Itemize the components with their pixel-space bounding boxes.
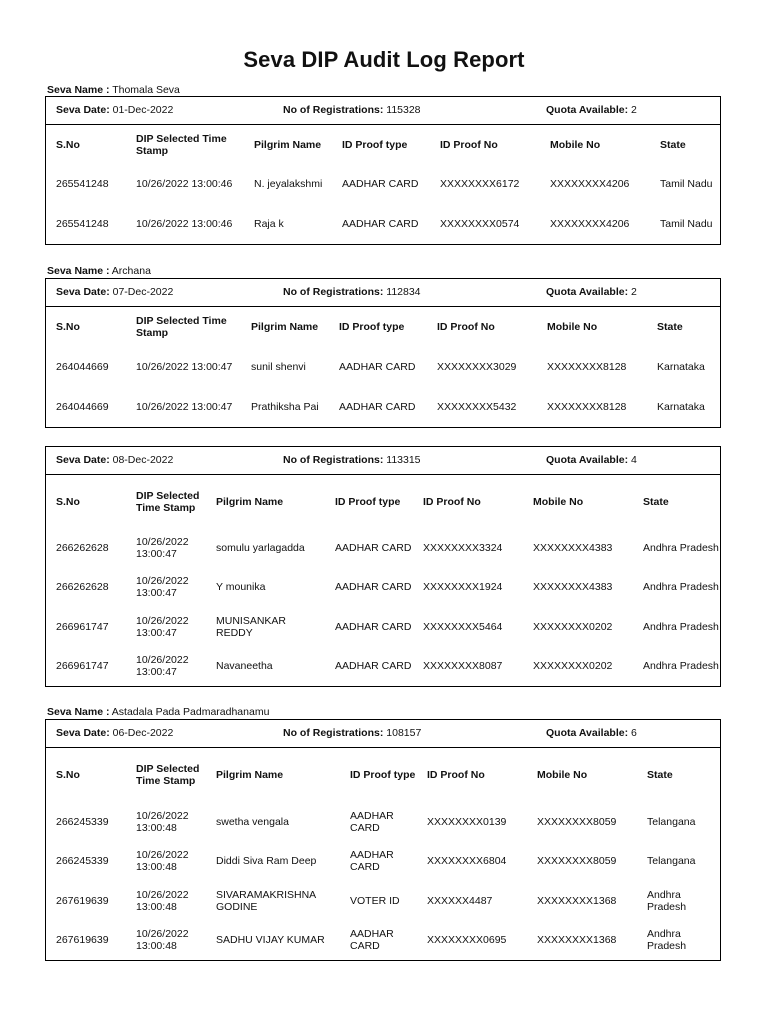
table-header-row bbox=[46, 475, 722, 528]
table-row bbox=[46, 921, 722, 961]
column-header: Pilgrim Name bbox=[216, 495, 284, 508]
seva-name-line bbox=[47, 706, 269, 718]
column-header: DIP Selected Time Stamp bbox=[136, 315, 227, 339]
seva-section bbox=[45, 446, 721, 687]
registrations-count-label: No of Registrations: bbox=[283, 727, 384, 739]
seva-date bbox=[56, 454, 173, 466]
table-cell: SIVARAMAKRISHNA GODINE bbox=[216, 888, 316, 913]
table-cell: 266245339 bbox=[56, 815, 109, 828]
table-cell: XXXXXXXX4383 bbox=[533, 581, 613, 594]
quota-available bbox=[546, 727, 637, 739]
seva-summary-bar bbox=[46, 97, 720, 125]
seva-summary-bar bbox=[46, 279, 720, 307]
column-header: ID Proof No bbox=[437, 321, 495, 333]
seva-name-line bbox=[47, 265, 151, 277]
seva-date bbox=[56, 727, 173, 739]
seva-date-value: 08-Dec-2022 bbox=[112, 454, 174, 466]
seva-name-label: Seva Name : bbox=[47, 706, 110, 718]
table-cell: 10/26/2022 13:00:47 bbox=[136, 535, 189, 560]
table-cell: Andhra Pradesh bbox=[643, 620, 719, 633]
seva-name-label: Seva Name : bbox=[47, 84, 110, 96]
quota-available bbox=[546, 454, 637, 466]
table-cell: swetha vengala bbox=[216, 815, 289, 828]
table-cell: Andhra Pradesh bbox=[647, 888, 687, 913]
registrations-table bbox=[46, 125, 722, 244]
table-cell: VOTER ID bbox=[350, 894, 400, 907]
table-cell: XXXXXXXX8128 bbox=[547, 401, 627, 413]
column-header: ID Proof type bbox=[342, 138, 408, 151]
table-cell: XXXXXXXX6804 bbox=[427, 855, 507, 868]
quota-available-label: Quota Available: bbox=[546, 104, 629, 116]
table-cell: 266245339 bbox=[56, 855, 109, 868]
registrations-count-label: No of Registrations: bbox=[283, 286, 384, 298]
table-cell: AADHAR CARD bbox=[350, 849, 394, 874]
column-header: ID Proof No bbox=[423, 495, 481, 508]
table-cell: Telangana bbox=[647, 815, 696, 828]
column-header: DIP Selected Time Stamp bbox=[136, 132, 227, 157]
table-cell: AADHAR CARD bbox=[335, 660, 412, 673]
table-cell: 266262628 bbox=[56, 541, 109, 554]
table-cell: 10/26/2022 13:00:48 bbox=[136, 928, 189, 953]
table-header-row bbox=[46, 125, 722, 164]
seva-name-value: Astadala Pada Padmaradhanamu bbox=[111, 706, 270, 718]
table-cell: 264044669 bbox=[56, 401, 109, 413]
table-cell: 266961747 bbox=[56, 660, 109, 673]
seva-date-value: 01-Dec-2022 bbox=[112, 104, 174, 116]
table-cell: AADHAR CARD bbox=[339, 401, 416, 413]
registrations-count bbox=[283, 454, 421, 466]
seva-date-value: 06-Dec-2022 bbox=[112, 727, 174, 739]
quota-available-label: Quota Available: bbox=[546, 454, 629, 466]
table-cell: XXXXXXXX3029 bbox=[437, 361, 517, 373]
table-cell: MUNISANKAR REDDY bbox=[216, 614, 287, 639]
table-cell: XXXXXXXX8059 bbox=[537, 815, 617, 828]
table-cell: 267619639 bbox=[56, 894, 109, 907]
table-cell: AADHAR CARD bbox=[335, 581, 412, 594]
table-cell: AADHAR CARD bbox=[342, 218, 419, 230]
column-header: DIP Selected Time Stamp bbox=[136, 489, 200, 514]
table-cell: XXXXXXXX1368 bbox=[537, 894, 617, 907]
seva-summary-bar bbox=[46, 447, 720, 475]
table-row bbox=[46, 842, 722, 882]
table-cell: 10/26/2022 13:00:46 bbox=[136, 218, 233, 230]
column-header: Mobile No bbox=[533, 495, 584, 508]
registrations-count-label: No of Registrations: bbox=[283, 454, 384, 466]
table-cell: 10/26/2022 13:00:48 bbox=[136, 849, 189, 874]
seva-date-label: Seva Date: bbox=[56, 286, 110, 298]
table-header-row bbox=[46, 307, 722, 347]
table-cell: Karnataka bbox=[657, 361, 705, 373]
table-cell: XXXXXXXX1924 bbox=[423, 581, 503, 594]
seva-date-label: Seva Date: bbox=[56, 727, 110, 739]
table-cell: XXXXXXXX6172 bbox=[440, 178, 520, 190]
column-header: Pilgrim Name bbox=[254, 138, 322, 151]
table-cell: sunil shenvi bbox=[251, 361, 306, 373]
registrations-count-value: 115328 bbox=[386, 104, 421, 116]
table-cell: Navaneetha bbox=[216, 660, 273, 673]
table-cell: AADHAR CARD bbox=[342, 178, 419, 190]
seva-date bbox=[56, 104, 173, 116]
table-cell: 10/26/2022 13:00:47 bbox=[136, 401, 233, 413]
quota-available-value: 6 bbox=[631, 727, 637, 739]
table-cell: N. jeyalakshmi bbox=[254, 178, 323, 190]
registrations-count-value: 112834 bbox=[386, 286, 421, 298]
table-cell: 266262628 bbox=[56, 581, 109, 594]
table-cell: Telangana bbox=[647, 855, 696, 868]
table-cell: AADHAR CARD bbox=[350, 928, 394, 953]
column-header: ID Proof type bbox=[350, 769, 416, 781]
table-row bbox=[46, 164, 722, 204]
table-cell: Y mounika bbox=[216, 581, 266, 594]
table-row bbox=[46, 881, 722, 921]
table-cell: XXXXXXXX1368 bbox=[537, 934, 617, 947]
column-header: Mobile No bbox=[550, 138, 601, 151]
seva-date-label: Seva Date: bbox=[56, 454, 110, 466]
seva-name-value: Archana bbox=[111, 265, 151, 277]
table-cell: XXXXXXXX0202 bbox=[533, 660, 613, 673]
table-cell: 10/26/2022 13:00:47 bbox=[136, 654, 189, 679]
table-row bbox=[46, 387, 722, 427]
table-cell: 10/26/2022 13:00:47 bbox=[136, 361, 233, 373]
table-cell: XXXXXXXX8128 bbox=[547, 361, 627, 373]
quota-available-value: 2 bbox=[631, 104, 637, 116]
table-cell: AADHAR CARD bbox=[335, 620, 412, 633]
registrations-count-value: 113315 bbox=[386, 454, 421, 466]
table-row bbox=[46, 204, 722, 244]
table-row bbox=[46, 347, 722, 387]
report-title: Seva DIP Audit Log Report bbox=[243, 47, 525, 72]
table-cell: 265541248 bbox=[56, 178, 109, 190]
table-cell: 264044669 bbox=[56, 361, 109, 373]
table-cell: SADHU VIJAY KUMAR bbox=[216, 934, 325, 947]
registrations-count-value: 108157 bbox=[386, 727, 422, 739]
table-header-row bbox=[46, 748, 722, 802]
seva-name-value: Thomala Seva bbox=[112, 84, 180, 96]
table-cell: Andhra Pradesh bbox=[643, 660, 719, 673]
seva-name-label: Seva Name : bbox=[47, 265, 110, 277]
quota-available-label: Quota Available: bbox=[546, 286, 629, 298]
column-header: State bbox=[660, 138, 686, 151]
column-header: State bbox=[647, 769, 673, 781]
table-cell: Tamil Nadu bbox=[660, 218, 713, 230]
table-cell: Prathiksha Pai bbox=[251, 401, 319, 413]
table-cell: XXXXXXXX4206 bbox=[550, 178, 630, 190]
quota-available-value: 2 bbox=[631, 286, 637, 298]
seva-section bbox=[45, 96, 721, 245]
table-cell: AADHAR CARD bbox=[350, 809, 394, 834]
column-header: S.No bbox=[56, 138, 80, 151]
table-cell: Diddi Siva Ram Deep bbox=[216, 855, 317, 868]
column-header: ID Proof No bbox=[440, 138, 498, 151]
table-cell: AADHAR CARD bbox=[335, 541, 412, 554]
seva-date-value: 07-Dec-2022 bbox=[112, 286, 174, 298]
table-cell: Tamil Nadu bbox=[660, 178, 713, 190]
column-header: S.No bbox=[56, 495, 80, 508]
quota-available-label: Quota Available: bbox=[546, 727, 629, 739]
seva-date-label: Seva Date: bbox=[56, 104, 110, 116]
table-row bbox=[46, 607, 722, 647]
table-cell: 10/26/2022 13:00:47 bbox=[136, 614, 189, 639]
column-header: DIP Selected Time Stamp bbox=[136, 763, 200, 787]
column-header: Mobile No bbox=[537, 769, 588, 781]
quota-available bbox=[546, 104, 637, 116]
seva-summary-bar bbox=[46, 720, 720, 748]
column-header: State bbox=[657, 321, 683, 333]
table-cell: XXXXXXXX4383 bbox=[533, 541, 613, 554]
table-cell: XXXXXXXX0695 bbox=[427, 934, 507, 947]
column-header: ID Proof No bbox=[427, 769, 485, 781]
table-cell: XXXXXXXX0202 bbox=[533, 620, 613, 633]
registrations-table bbox=[46, 748, 722, 960]
seva-date bbox=[56, 286, 173, 298]
table-cell: Andhra Pradesh bbox=[647, 928, 687, 953]
table-row bbox=[46, 802, 722, 842]
column-header: S.No bbox=[56, 321, 80, 333]
table-cell: 265541248 bbox=[56, 218, 109, 230]
column-header: S.No bbox=[56, 769, 80, 781]
registrations-table bbox=[46, 307, 722, 427]
table-cell: 10/26/2022 13:00:48 bbox=[136, 809, 189, 834]
table-cell: XXXXXXXX5464 bbox=[423, 620, 503, 633]
table-cell: Karnataka bbox=[657, 401, 705, 413]
table-cell: 266961747 bbox=[56, 620, 109, 633]
registrations-count bbox=[283, 727, 421, 739]
table-row bbox=[46, 568, 722, 608]
table-cell: 10/26/2022 13:00:48 bbox=[136, 888, 189, 913]
table-cell: somulu yarlagadda bbox=[216, 541, 305, 554]
table-row bbox=[46, 647, 722, 687]
column-header: ID Proof type bbox=[335, 495, 401, 508]
seva-section bbox=[45, 278, 721, 428]
seva-name-line bbox=[47, 84, 180, 96]
column-header: Mobile No bbox=[547, 321, 598, 333]
column-header: Pilgrim Name bbox=[216, 769, 284, 781]
table-cell: XXXXXXXX4206 bbox=[550, 218, 630, 230]
table-cell: XXXXXXXX0139 bbox=[427, 815, 507, 828]
table-cell: 267619639 bbox=[56, 934, 109, 947]
table-row bbox=[46, 528, 722, 568]
table-cell: XXXXXXXX3324 bbox=[423, 541, 503, 554]
table-cell: Raja k bbox=[254, 218, 284, 230]
table-cell: Andhra Pradesh bbox=[643, 541, 719, 554]
registrations-count-label: No of Registrations: bbox=[283, 104, 384, 116]
column-header: ID Proof type bbox=[339, 321, 405, 333]
registrations-count bbox=[283, 286, 421, 298]
table-cell: 10/26/2022 13:00:47 bbox=[136, 575, 189, 600]
table-cell: XXXXXXXX8087 bbox=[423, 660, 503, 673]
quota-available-value: 4 bbox=[631, 454, 637, 466]
table-cell: XXXXXXXX8059 bbox=[537, 855, 617, 868]
registrations-table bbox=[46, 475, 722, 686]
table-cell: XXXXXX4487 bbox=[427, 894, 493, 907]
column-header: Pilgrim Name bbox=[251, 321, 319, 333]
seva-section bbox=[45, 719, 721, 961]
table-cell: AADHAR CARD bbox=[339, 361, 416, 373]
table-cell: Andhra Pradesh bbox=[643, 581, 719, 594]
registrations-count bbox=[283, 104, 421, 116]
table-cell: XXXXXXXX0574 bbox=[440, 218, 520, 230]
column-header: State bbox=[643, 495, 669, 508]
table-cell: 10/26/2022 13:00:46 bbox=[136, 178, 233, 190]
quota-available bbox=[546, 286, 637, 298]
table-cell: XXXXXXXX5432 bbox=[437, 401, 517, 413]
